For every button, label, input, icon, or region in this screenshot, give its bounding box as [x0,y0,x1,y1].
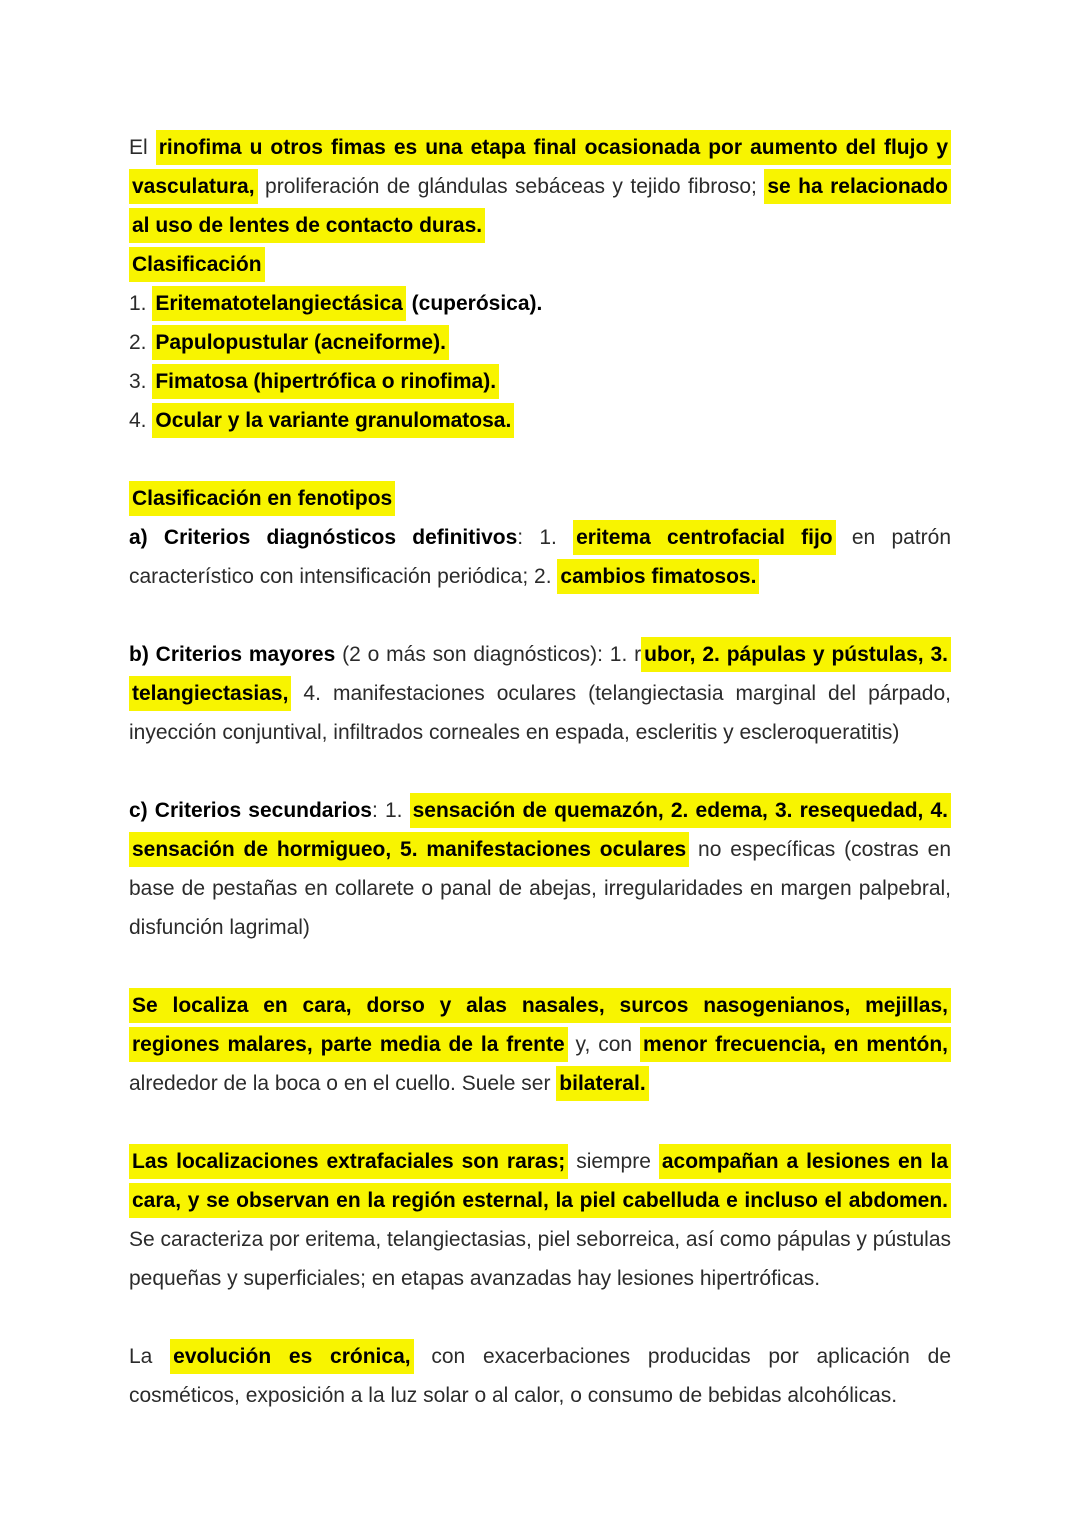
text-run: 4. manifestaciones oculares (telangiectasia marginal del párpado, inyección conjuntival, infiltrados corneales en espada, escleritis y escleroqueratitis) [129,682,951,744]
bold-lead: b) Criterios mayores [129,643,336,666]
highlighted-text: Fimatosa (hipertrófica o rinofima). [152,364,499,399]
document-body [129,128,951,1415]
text-run: siempre [568,1150,659,1173]
highlighted-text: ubor, 2. pápulas y pústulas, 3. telangiectasias, [129,637,951,711]
paragraph-evolucion [129,1337,951,1415]
paragraph-intro [129,128,951,245]
list-number: 2. [129,331,153,354]
highlighted-text: Eritematotelangiectásica [152,286,405,321]
list-number: 4. [129,409,153,432]
highlighted-heading: Clasificación [129,247,265,282]
highlighted-text: Se localiza en cara, dorso y alas nasales, surcos nasogenianos, mejillas, regiones malares, parte media de la frente [129,988,951,1062]
highlighted-text: sensación de quemazón, 2. edema, 3. resequedad, 4. sensación de hormigueo, 5. manifestaciones oculares [129,793,951,867]
text-run: alrededor de la boca o en el cuello. Suele ser [129,1072,557,1095]
list-number: 1. [129,292,153,315]
highlighted-text: acompañan a lesiones en la cara, y se observan en la región esternal, la piel cabelluda e incluso el abdomen. [129,1144,951,1218]
paragraph-criterios-c [129,791,951,947]
highlighted-text: rinofima u otros fimas es una etapa final ocasionada por aumento del flujo y vasculatura, [129,130,951,204]
highlighted-text: bilateral. [556,1066,648,1101]
text-run: proliferación de glándulas sebáceas y tejido fibroso; [257,175,765,198]
list-number: 3. [129,370,153,393]
bold-lead: a) Criterios diagnósticos definitivos [129,526,518,549]
text-run: y, con [567,1033,641,1056]
highlighted-heading: Clasificación en fenotipos [129,481,395,516]
highlighted-text: Las localizaciones extrafaciales son raras; [129,1144,568,1179]
list-item-1 [129,284,951,323]
text-run: no específicas (costras en base de pestañas en collarete o panal de abejas, irregularidades en margen palpebral, disfunción lagrimal) [129,838,951,939]
heading-fenotipos [129,479,951,518]
paragraph-criterios-b [129,635,951,752]
paragraph-localizacion [129,986,951,1103]
bold-text: (cuperósica). [411,292,543,315]
heading-clasificacion [129,245,951,284]
text-run: : 1. [517,526,574,549]
text-run: La [129,1345,171,1368]
text-run: en patrón característico con intensificación periódica; 2. [129,526,951,588]
list-item-2 [129,323,951,362]
highlighted-text: se ha relacionado al uso de lentes de contacto duras. [129,169,951,243]
paragraph-extrafaciales [129,1142,951,1298]
highlighted-text: eritema centrofacial fijo [573,520,836,555]
text-run: con exacerbaciones producidas por aplicación de cosméticos, exposición a la luz solar o al calor, o consumo de bebidas alcohólicas. [129,1345,951,1407]
highlighted-text: evolución es crónica, [170,1339,413,1374]
highlighted-text: Papulopustular (acneiforme). [152,325,449,360]
paragraph-criterios-a [129,518,951,596]
text-run: El [129,136,156,159]
text-run: : 1. [372,799,410,822]
highlighted-text: menor frecuencia, en mentón, [640,1027,951,1062]
list-item-3 [129,362,951,401]
text-run: Se caracteriza por eritema, telangiectasias, piel seborreica, así como pápulas y pústulas pequeñas y superficiales; en etapas avanzadas hay lesiones hipertróficas. [129,1228,951,1290]
list-item-4 [129,401,951,440]
highlighted-text: cambios fimatosos. [557,559,759,594]
highlighted-text: Ocular y la variante granulomatosa. [152,403,514,438]
bold-lead: c) Criterios secundarios [129,799,372,822]
text-run: (2 o más son diagnósticos): 1. r [335,643,642,666]
